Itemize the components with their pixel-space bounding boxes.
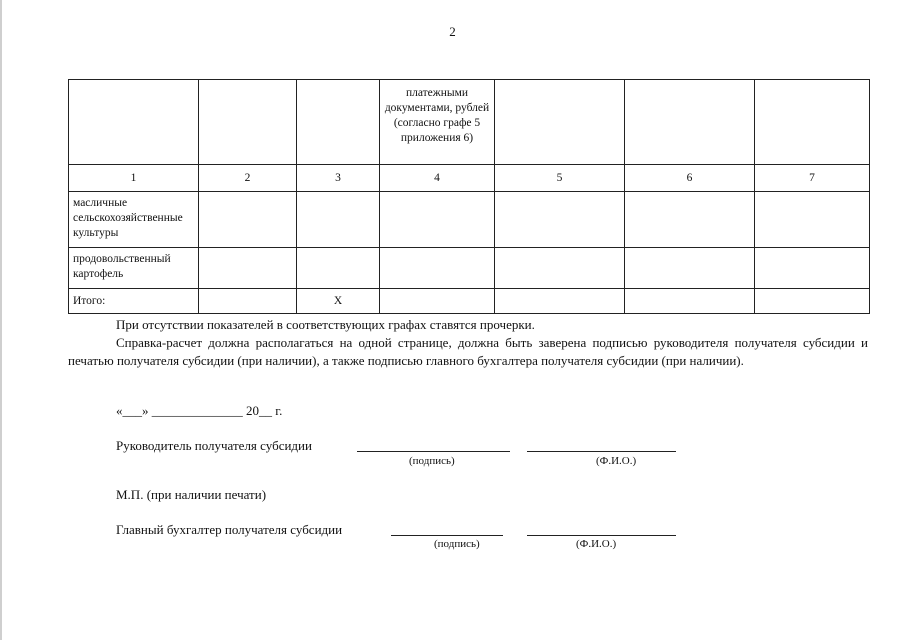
row-label: масличные сельскохозяйственные культуры xyxy=(69,192,199,248)
column-number: 7 xyxy=(755,165,870,192)
total-row xyxy=(69,289,870,314)
header-cell-6 xyxy=(625,80,755,165)
table-row xyxy=(69,192,870,248)
stamp-label: М.П. (при наличии печати) xyxy=(116,487,267,502)
signature-note: Справка-расчет должна располагаться на одной странице, должна быть заверена подписью руководителя получателя субсидии и печатью получателя субсидии (при наличии), а также подписью главного бухгалтера получателя субсидии (при наличии). xyxy=(68,335,868,368)
date-line: «___» ______________ 20__ г. xyxy=(116,403,283,418)
accountant-signature-label: Главный бухгалтер получателя субсидии xyxy=(116,522,343,537)
header-cell-3 xyxy=(297,80,380,165)
table-row xyxy=(69,248,870,289)
header-cell-7 xyxy=(755,80,870,165)
header-cell-5 xyxy=(495,80,625,165)
column-number: 5 xyxy=(495,165,625,192)
row-label: Итого: xyxy=(69,289,199,314)
accountant-name-line xyxy=(527,535,676,536)
column-number: 1 xyxy=(69,165,199,192)
row-cell-3: X xyxy=(297,289,380,314)
subsidy-table xyxy=(68,79,870,314)
page-number: 2 xyxy=(449,24,456,39)
head-signature-caption: (подпись) xyxy=(409,455,455,467)
row-label: продовольственный картофель xyxy=(69,248,199,289)
head-signature-label: Руководитель получателя субсидии xyxy=(116,438,312,453)
head-name-line xyxy=(527,451,676,452)
head-name-caption: (Ф.И.О.) xyxy=(596,455,637,467)
column-number: 2 xyxy=(199,165,297,192)
accountant-name-caption: (Ф.И.О.) xyxy=(576,538,617,550)
column-number: 3 xyxy=(297,165,380,192)
accountant-signature-caption: (подпись) xyxy=(434,538,480,550)
table-header-row xyxy=(69,80,870,165)
page-edge xyxy=(0,0,2,640)
header-cell-2 xyxy=(199,80,297,165)
header-cell-4: платежными документами, рублей (согласно графе 5 приложения 6) xyxy=(380,80,495,165)
head-signature-line xyxy=(357,451,510,452)
row-cell-3 xyxy=(297,248,380,289)
column-number: 6 xyxy=(625,165,755,192)
header-cell-1 xyxy=(69,80,199,165)
accountant-signature-line xyxy=(391,535,503,536)
column-number: 4 xyxy=(380,165,495,192)
dash-note: При отсутствии показателей в соответствующих графах ставятся прочерки. xyxy=(116,317,535,332)
column-number-row xyxy=(69,165,870,192)
row-cell-3 xyxy=(297,192,380,248)
